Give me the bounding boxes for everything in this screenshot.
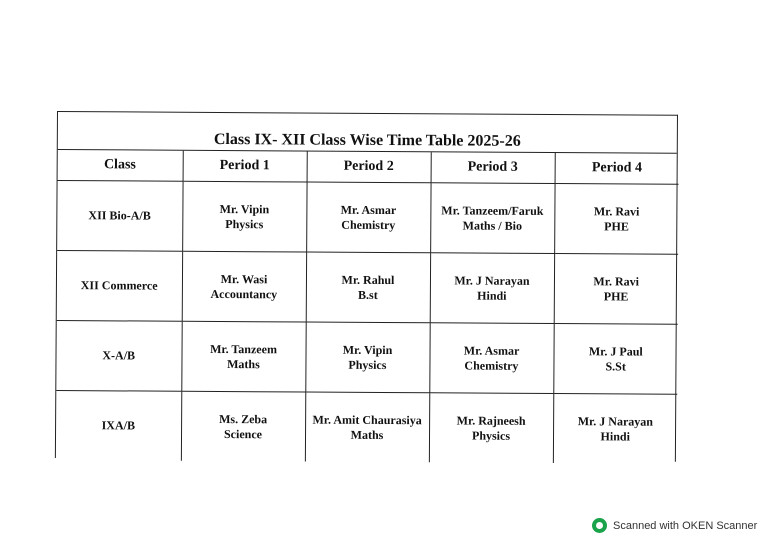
subject-name: B.st	[357, 287, 378, 302]
teacher-name: Mr. Asmar	[463, 342, 520, 358]
header-period-1: Period 1	[183, 151, 307, 182]
period-cell	[181, 321, 305, 392]
subject-name: Maths / Bio	[462, 217, 523, 233]
timetable-table	[56, 150, 679, 464]
class-cell: XII Bio-A/B	[57, 181, 182, 252]
teacher-name: Mr. Ravi	[593, 273, 640, 289]
period-cell	[306, 182, 430, 253]
class-cell: XII Commerce	[57, 251, 182, 322]
period-cell	[182, 251, 306, 322]
header-period-3: Period 3	[431, 152, 555, 183]
table-row	[56, 321, 677, 395]
teacher-name: Mr. Rajneesh	[456, 412, 526, 428]
teacher-name: Ms. Zeba	[219, 411, 268, 426]
period-cell	[554, 254, 678, 325]
teacher-name: Mr. J Narayan	[577, 413, 654, 429]
subject-name: Maths	[350, 427, 384, 442]
teacher-name: Mr. Amit Chaurasiya	[312, 412, 422, 427]
subject-name: Physics	[471, 428, 511, 443]
period-cell	[305, 322, 429, 393]
header-class: Class	[58, 150, 183, 181]
table-row	[57, 251, 678, 325]
teacher-name: Mr. Wasi	[220, 271, 268, 286]
scanner-footer	[592, 518, 757, 533]
header-period-4: Period 4	[555, 153, 679, 184]
period-cell	[554, 184, 678, 255]
class-cell: X-A/B	[56, 321, 181, 392]
class-cell: IXA/B	[56, 391, 181, 461]
subject-name: PHE	[604, 218, 629, 233]
subject-name: Hindi	[600, 428, 630, 444]
teacher-name: Mr. Ravi	[593, 203, 640, 219]
period-cell	[429, 393, 553, 463]
subject-name: Physics	[225, 216, 264, 231]
table-header-row	[58, 150, 679, 184]
period-cell	[553, 324, 677, 395]
teacher-name: Mr. Vipin	[342, 342, 393, 357]
subject-name: Chemistry	[341, 217, 396, 232]
timetable-sheet	[55, 111, 678, 462]
period-cell	[553, 394, 677, 464]
subject-name: Maths	[227, 356, 260, 371]
scanner-text: Scanned with OKEN Scanner	[613, 519, 758, 532]
teacher-name: Mr. Asmar	[340, 202, 397, 217]
subject-name: Science	[223, 426, 263, 441]
oken-scanner-logo-icon	[592, 518, 607, 533]
period-cell	[429, 323, 553, 394]
teacher-name: Mr. Vipin	[219, 201, 270, 216]
subject-name: Physics	[348, 357, 387, 372]
timetable-title: Class IX- XII Class Wise Time Table 2025-26	[58, 112, 677, 154]
teacher-name: Mr. Tanzeem	[210, 341, 278, 356]
teacher-name: Mr. Tanzeem/Faruk	[441, 202, 544, 218]
teacher-name: Mr. J Paul	[588, 343, 643, 359]
subject-name: Chemistry	[464, 357, 519, 373]
subject-name: S.St	[605, 358, 626, 373]
header-period-2: Period 2	[307, 152, 431, 183]
period-cell	[305, 392, 429, 462]
period-cell	[182, 181, 306, 252]
period-cell	[306, 252, 430, 323]
teacher-name: Mr. J Narayan	[454, 272, 530, 288]
subject-name: Hindi	[477, 288, 507, 303]
subject-name: PHE	[603, 288, 629, 303]
period-cell	[430, 183, 554, 254]
teacher-name: Mr. Rahul	[341, 272, 395, 287]
subject-name: Accountancy	[210, 286, 278, 301]
table-row	[56, 391, 677, 464]
period-cell	[430, 253, 554, 324]
table-row	[57, 181, 678, 255]
period-cell	[181, 391, 305, 461]
